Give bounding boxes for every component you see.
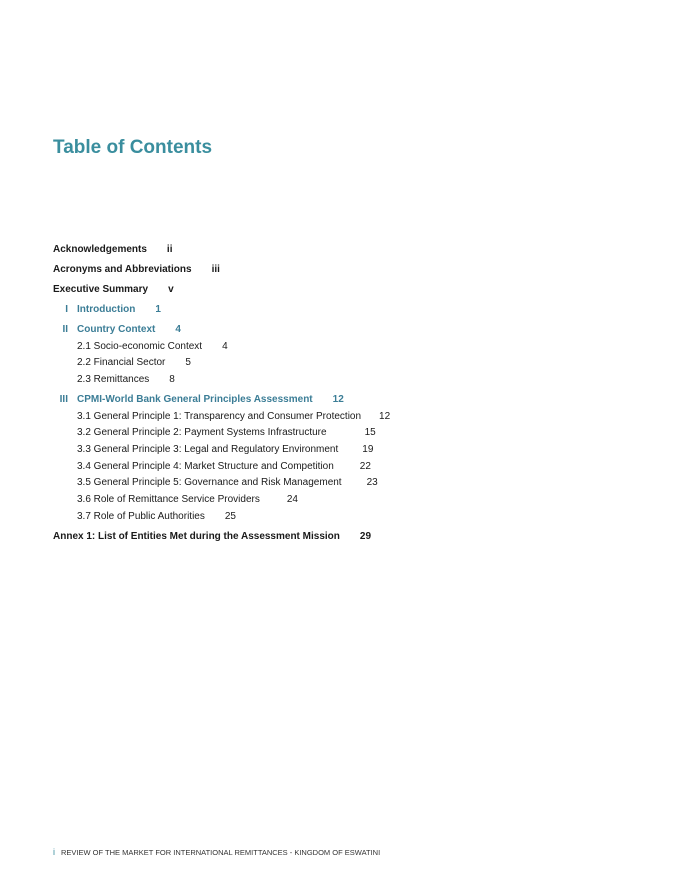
toc-page: 15: [364, 427, 376, 438]
toc-entry-2-1[interactable]: [77, 341, 228, 353]
toc-page: 24: [286, 494, 298, 505]
toc-entry-3-6[interactable]: [77, 494, 298, 506]
toc-page: 12: [379, 411, 391, 422]
toc-entry-2-3[interactable]: [77, 374, 175, 386]
toc-page: iii: [211, 264, 220, 275]
toc-page: 12: [332, 394, 344, 405]
toc-entry-2-2[interactable]: [77, 357, 191, 369]
toc-label: 3.6 Role of Remittance Service Providers: [77, 494, 260, 505]
toc-label: 3.3 General Principle 3: Legal and Regulatory Environment: [77, 444, 339, 455]
toc-entry-3-5[interactable]: [77, 477, 378, 489]
toc-label: Executive Summary: [53, 284, 149, 295]
toc-label: Country Context: [77, 324, 156, 335]
toc-page: 23: [366, 477, 378, 488]
page-title: Table of Contents: [53, 137, 213, 158]
toc-page: 4: [175, 324, 181, 335]
toc-number: I: [65, 304, 68, 315]
toc-entry-3-4[interactable]: [77, 461, 371, 473]
toc-page: 19: [362, 444, 374, 455]
toc-label: Acronyms and Abbreviations: [53, 264, 192, 275]
toc-entry-3-7[interactable]: [77, 511, 236, 523]
toc-label: 2.1 Socio-economic Context: [77, 341, 203, 352]
page-footer: [53, 847, 380, 857]
toc-page: 1: [155, 304, 161, 315]
toc-label: 2.3 Remittances: [77, 374, 150, 385]
toc-label: CPMI-World Bank General Principles Assessment: [77, 394, 313, 405]
toc-number: III: [59, 394, 68, 405]
toc-entry-3-2[interactable]: [77, 427, 376, 439]
toc-number: II: [62, 324, 68, 335]
toc-page: 22: [359, 461, 371, 472]
toc-entry-executive-summary[interactable]: [53, 284, 174, 296]
toc-label: 3.5 General Principle 5: Governance and Risk Management: [77, 477, 342, 488]
footer-text: REVIEW OF THE MARKET FOR INTERNATIONAL REMITTANCES - KINGDOM OF ESWATINI: [61, 848, 381, 857]
toc-entry-acknowledgements[interactable]: [53, 244, 172, 256]
toc-label: 2.2 Financial Sector: [77, 357, 166, 368]
toc-entry-annex-1[interactable]: [53, 531, 371, 543]
toc-page: ii: [166, 244, 173, 255]
toc-label: Introduction: [77, 304, 136, 315]
toc-page: 4: [222, 341, 228, 352]
toc-label: 3.4 General Principle 4: Market Structure and Competition: [77, 461, 334, 472]
toc-label: Acknowledgements: [53, 244, 147, 255]
toc-page: 8: [169, 374, 175, 385]
toc-entry-3-3[interactable]: [77, 444, 373, 456]
toc-page: 5: [185, 357, 191, 368]
toc-label: 3.2 General Principle 2: Payment Systems Infrastructure: [77, 427, 327, 438]
toc-page: 29: [359, 531, 372, 542]
toc-page: 25: [224, 511, 236, 522]
toc-entry-3-1[interactable]: [77, 411, 390, 423]
toc-label: Annex 1: List of Entities Met during the Assessment Mission: [53, 531, 340, 542]
toc-label: 3.7 Role of Public Authorities: [77, 511, 205, 522]
toc-entry-gp-assessment[interactable]: [52, 394, 344, 406]
footer-page-number: i: [53, 847, 55, 857]
toc-label: 3.1 General Principle 1: Transparency and Consumer Protection: [77, 411, 362, 422]
toc-page: v: [168, 284, 174, 295]
toc-entry-acronyms[interactable]: [53, 264, 220, 276]
toc-entry-country-context[interactable]: [52, 324, 181, 336]
toc-entry-introduction[interactable]: [52, 304, 161, 316]
